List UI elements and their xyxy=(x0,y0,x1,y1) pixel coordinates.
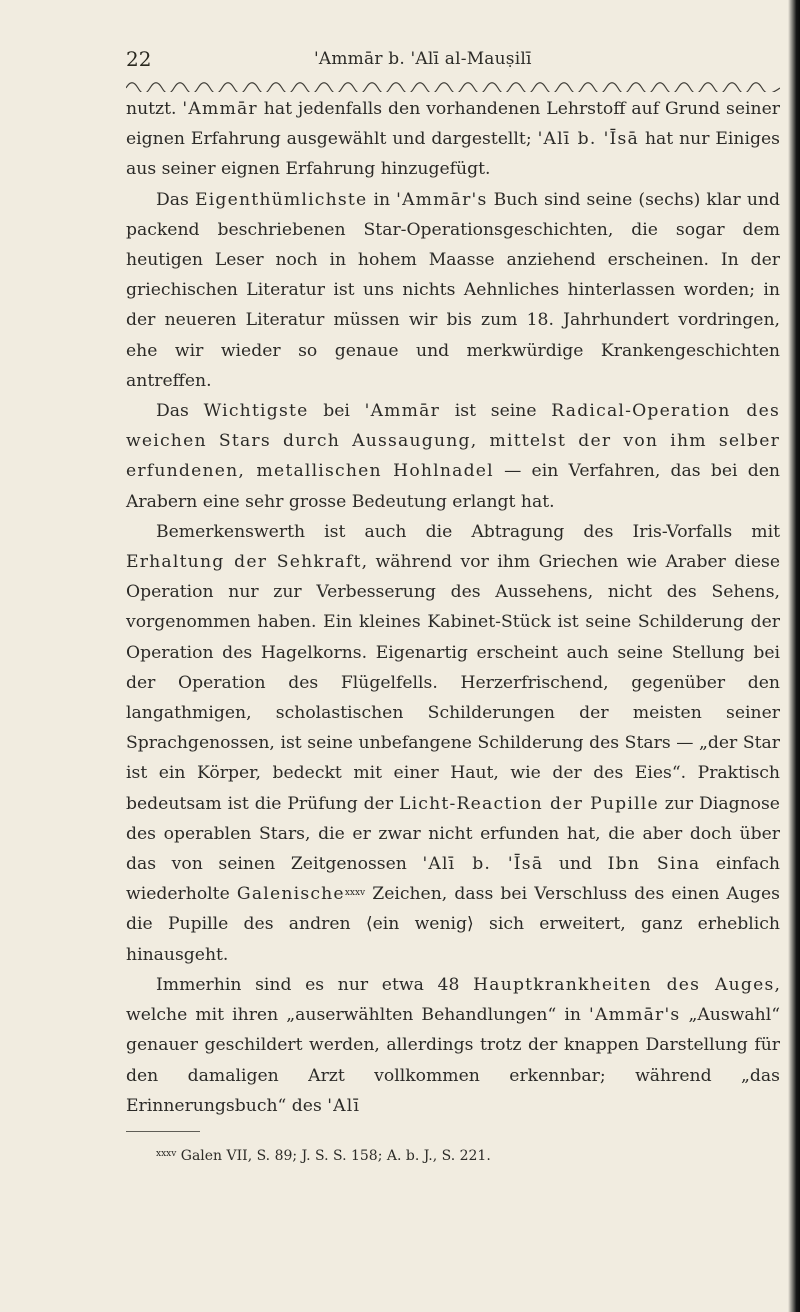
emphasis-hauptkrankheiten: Hauptkrankheiten des Auges xyxy=(473,974,775,995)
footnote-text: Galen VII, S. 89; J. S. S. 158; A. b. J., S. 221. xyxy=(176,1148,491,1164)
name-ali-b-isa: 'Alī b. 'Īsā xyxy=(537,129,640,150)
emphasis-radical-operation: Radical-Operation des weichen Stars durch Aussaugung, mittelst der von ihm selber erfundenen, metallischen Hohlnadel xyxy=(126,401,780,482)
name-ammars: 'Ammār's xyxy=(396,189,488,210)
page-number: 22 xyxy=(126,47,152,71)
name-ali: 'Alī xyxy=(327,1095,361,1116)
footnote-mark: xxxv xyxy=(156,1149,177,1159)
wavy-divider xyxy=(126,80,780,92)
paragraph-5: Immerhin sind es nur etwa 48 Hauptkrankheiten des Auges, welche mit ihren „auserwählten Behandlungen“ in 'Ammār's „Auswahl“ genauer geschildert werden, allerdings trotz der knappen Darstellung für den damaligen Arzt vollkommen erkennbar; während „das Erinnerungsbuch“ des 'Alī xyxy=(126,974,780,1116)
footnote xyxy=(156,1146,766,1166)
name-ammar: 'Ammār xyxy=(364,401,441,422)
emphasis-erhaltung-der-sehkraft: Erhaltung der Sehkraft xyxy=(126,552,362,573)
name-galenische: Galenische xyxy=(236,884,345,905)
running-head xyxy=(126,47,686,79)
name-ammar: 'Ammār xyxy=(182,99,258,119)
page-edge-shadow xyxy=(788,0,800,1312)
paragraph-1: nutzt. 'Ammār hat jedenfalls den vorhandenen Lehrstoff auf Grund seiner eignen Erfahrung ausgewählt und dargestellt; 'Alī b. 'Īsā hat nur Einiges aus seiner eignen Erfahrung hinzugefügt. xyxy=(126,99,781,180)
emphasis-licht-reaction: Licht-Reaction der Pupille xyxy=(398,793,659,814)
name-ibn-sina: Ibn Sina xyxy=(607,854,701,875)
paragraph-3: Das Wichtigste bei 'Ammār ist seine Radical-Operation des weichen Stars durch Aussaugung, mittelst der von ihm selber erfundenen, metallischen Hohlnadel — ein Verfahren, das bei den Arabern eine sehr grosse Bedeutung erlangt hat. xyxy=(126,401,781,512)
footnote-reference: xxxv xyxy=(344,888,366,899)
name-ammars: 'Ammār's xyxy=(589,1005,681,1026)
emphasis-wichtigste: Wichtigste xyxy=(203,401,309,422)
footnote-rule xyxy=(126,1131,200,1132)
name-ali-b-isa: 'Alī b. 'Īsā xyxy=(422,854,544,875)
paragraph-2: Das Eigenthümlichste in 'Ammār's Buch sind seine (sechs) klar und packend beschriebenen Star-Operationsgeschichten, die sogar dem heutigen Leser noch in hohem Maasse anziehend erscheinen. In der griechischen Literatur ist uns nichts Aehnliches hinterlassen worden; in der neueren Literatur müssen wir bis zum 18. Jahrhundert vordringen, ehe wir wieder so genaue und merkwürdige Krankengeschichten antreffen. xyxy=(126,189,781,391)
paragraph-4: Bemerkenswerth ist auch die Abtragung des Iris-Vorfalls mit Erhaltung der Sehkraft, während vor ihm Griechen wie Araber diese Operation nur zur Verbesserung des Aussehens, nicht des Sehens, vorgenommen haben. Ein kleines Kabinet-Stück ist seine Schilderung der Operation des Hagelkorns. Eigenartig erscheint auch seine Stellung bei der Operation des Flügelfells. Herzerfrischend, gegenüber den langathmigen, scholastischen Schilderungen der meisten seiner Sprachgenossen, ist seine unbefangene Schilderung des Stars — „der Star ist ein Körper, bedeckt mit einer Haut, wie der des Eies“. Praktisch bedeutsam ist die Prüfung der Licht-Reaction der Pupille zur Diagnose des operablen Stars, die er zwar nicht erfunden hat, die aber doch über das von seinen Zeitgenossen 'Alī b. 'Īsā und Ibn Sina einfach wiederholte Galenische$^{xxxv}$ Zeichen, dass bei Verschluss des einen Auges die Pupille des andren ⟨ein wenig⟩ sich erweitert, ganz erheblich hinausgeht. xyxy=(126,521,780,965)
main-text xyxy=(126,94,780,1121)
emphasis-eigenthuemlichste: Eigenthümlichste xyxy=(194,189,368,210)
running-title: 'Ammār b. 'Alī al-Mauṣilī xyxy=(314,49,532,69)
